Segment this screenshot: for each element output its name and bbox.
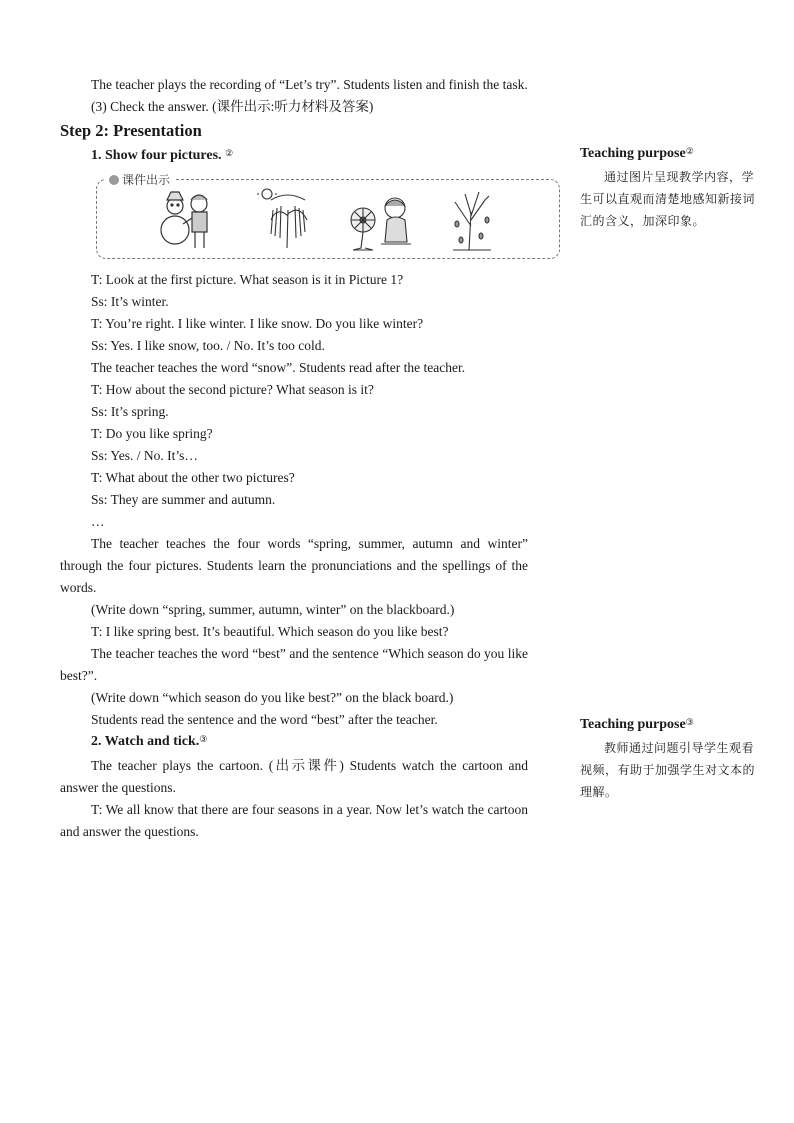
dialogue-line: T: Do you like spring? bbox=[91, 426, 213, 441]
dialogue-line: T: How about the second picture? What season is it? bbox=[91, 382, 374, 397]
teaching-purpose-title-text: Teaching purpose bbox=[580, 717, 686, 732]
autumn-tree-picture bbox=[453, 192, 491, 250]
season-pictures-svg bbox=[159, 186, 499, 252]
instruction-paragraph: The teacher plays the cartoon. (出示课件) Students watch the cartoon and answer the questions. bbox=[60, 758, 528, 795]
dialogue-line: T: I like spring best. It’s beautiful. Which season do you like best? bbox=[91, 624, 449, 639]
dialogue-line: Ss: It’s spring. bbox=[91, 404, 169, 419]
instruction-paragraph: The teacher teaches the word “snow”. Students read after the teacher. bbox=[91, 360, 466, 375]
courseware-picture-box bbox=[96, 173, 560, 259]
ellipsis-line: … bbox=[91, 514, 105, 529]
subheading-watch-tick-text: 2. Watch and tick. bbox=[91, 734, 200, 749]
teaching-purpose-note-2 bbox=[580, 715, 760, 803]
subheading-show-pictures bbox=[60, 145, 528, 167]
teaching-purpose-text: 教师通过问题引导学生观看视频，有助于加强学生对文本的理解。 bbox=[580, 741, 756, 799]
teaching-purpose-title bbox=[580, 715, 760, 735]
tag-dot-icon bbox=[109, 175, 119, 185]
lesson-plan-body bbox=[60, 74, 528, 843]
teaching-purpose-title-text: Teaching purpose bbox=[580, 146, 686, 161]
blackboard-note: (Write down “spring, summer, autumn, winter” on the blackboard.) bbox=[91, 602, 455, 617]
courseware-tag-label: 课件出示 bbox=[122, 173, 171, 187]
dialogue-line: Ss: Yes. I like snow, too. / No. It’s too cold. bbox=[91, 338, 325, 353]
teaching-purpose-title bbox=[580, 144, 760, 164]
season-pictures bbox=[159, 186, 499, 259]
dialogue-line: Ss: They are summer and autumn. bbox=[91, 492, 276, 507]
dialogue-line: T: We all know that there are four seasons in a year. Now let’s watch the cartoon and answer the questions. bbox=[60, 802, 528, 839]
dialogue-line: T: Look at the first picture. What season is it in Picture 1? bbox=[91, 272, 404, 287]
footnote-mark: ③ bbox=[199, 734, 208, 744]
subheading-show-pictures-text: 1. Show four pictures. bbox=[91, 148, 222, 163]
subheading-watch-tick bbox=[60, 731, 528, 753]
footnote-mark: ③ bbox=[685, 717, 694, 727]
winter-snowman-picture bbox=[161, 192, 207, 248]
dialogue-line: Ss: Yes. / No. It’s… bbox=[91, 448, 198, 463]
teaching-purpose-text: 通过图片呈现教学内容，学生可以直观而清楚地感知新接词汇的含义，加深印象。 bbox=[580, 170, 756, 228]
dialogue-line: Ss: It’s winter. bbox=[91, 294, 169, 309]
paragraph-check-answer: (3) Check the answer. (课件出示:听力材料及答案) bbox=[91, 99, 374, 114]
step-heading: Step 2: Presentation bbox=[60, 121, 202, 140]
teaching-purpose-note-1 bbox=[580, 144, 760, 232]
paragraph-recording: The teacher plays the recording of “Let’s try”. Students listen and finish the task. bbox=[91, 77, 528, 92]
instruction-paragraph: Students read the sentence and the word “best” after the teacher. bbox=[91, 712, 438, 727]
dialogue-line: T: You’re right. I like winter. I like snow. Do you like winter? bbox=[91, 316, 424, 331]
dialogue-line: T: What about the other two pictures? bbox=[91, 470, 295, 485]
footnote-mark: ② bbox=[225, 148, 234, 158]
instruction-paragraph: The teacher teaches the word “best” and the sentence “Which season do you like best?”. bbox=[60, 646, 528, 683]
summer-fan-picture bbox=[351, 198, 411, 250]
instruction-paragraph: The teacher teaches the four words “spring, summer, autumn and winter” through the four pictures. Students learn the pronunciations and the spellings of the words. bbox=[60, 536, 528, 595]
footnote-mark: ② bbox=[685, 146, 694, 156]
spring-tree-picture bbox=[257, 186, 307, 248]
blackboard-note: (Write down “which season do you like best?” on the black board.) bbox=[91, 690, 454, 705]
